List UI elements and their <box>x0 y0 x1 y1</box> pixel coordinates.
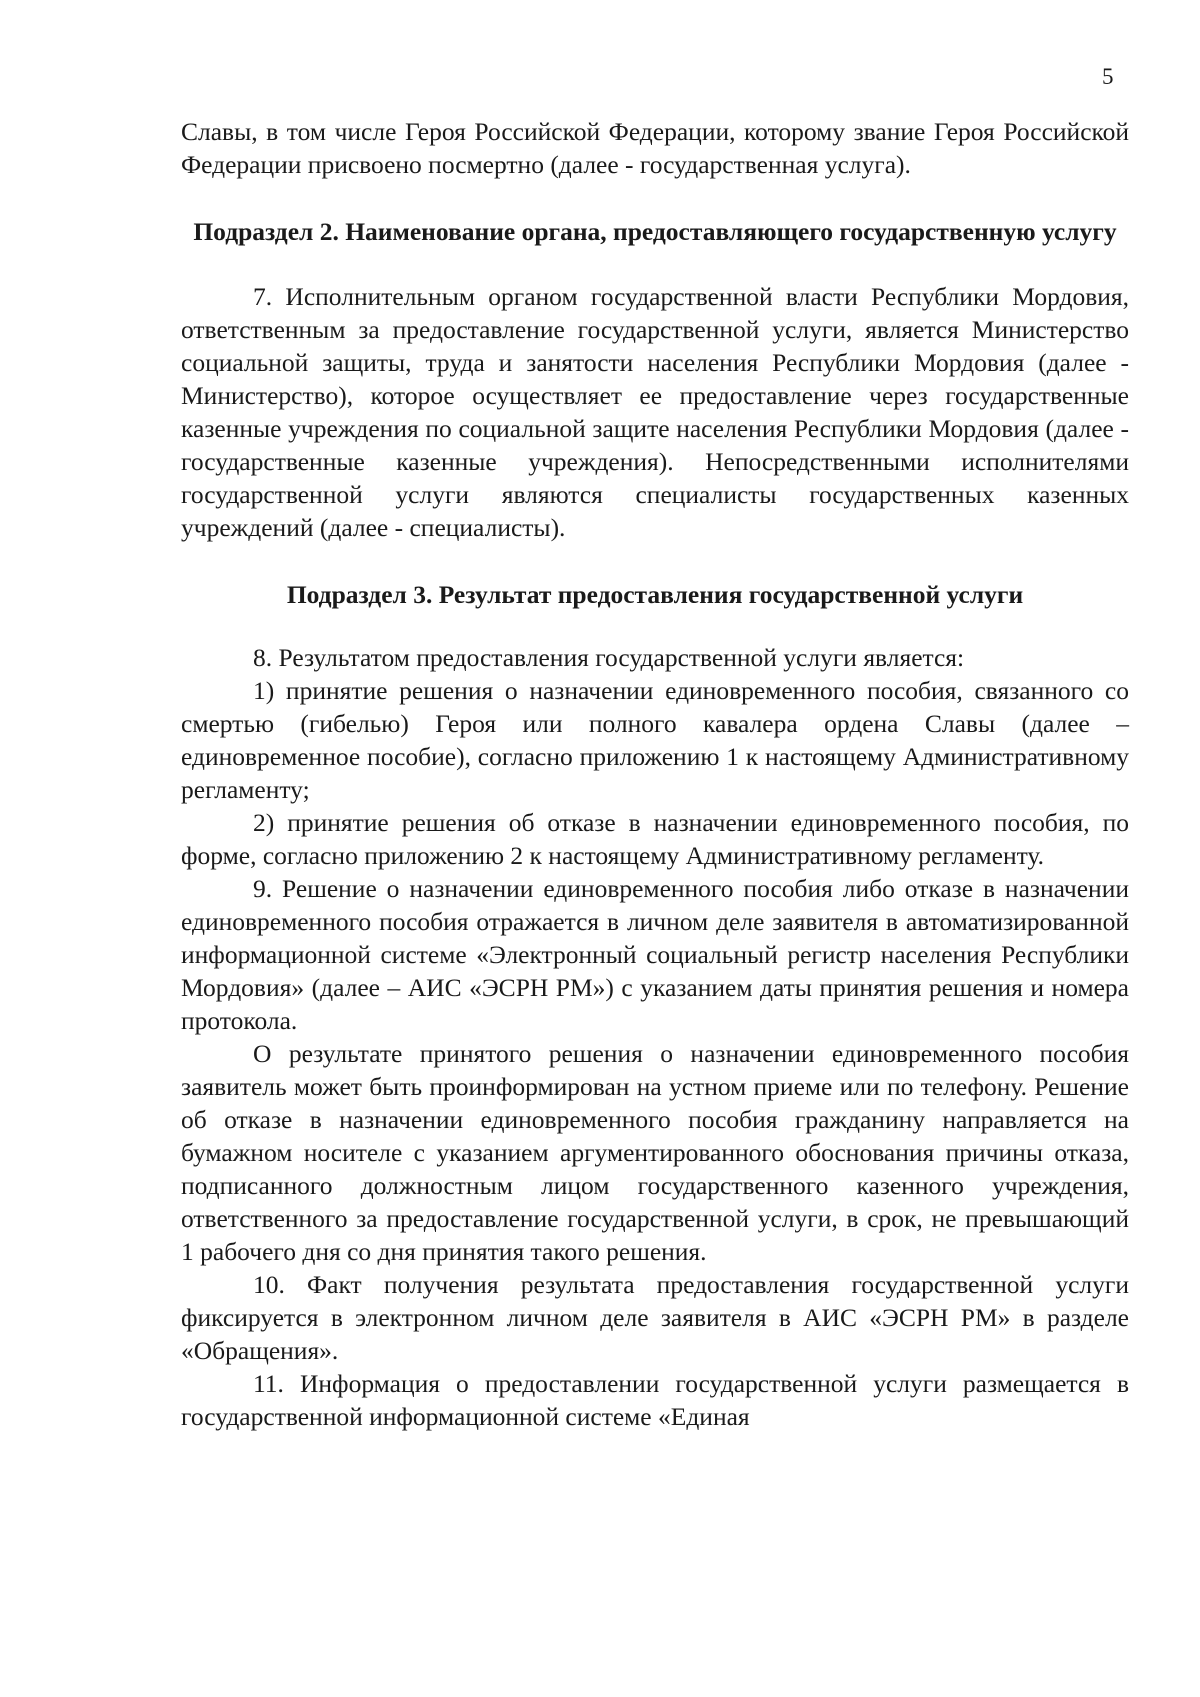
paragraph-8-item-2: 2) принятие решения об отказе в назначении единовременного пособия, по форме, согласно приложению 2 к настоящему Административному регламенту. <box>181 808 1129 870</box>
paragraph-8-item-1: 1) принятие решения о назначении единовременного пособия, связанного со смертью (гибелью) Героя или полного кавалера ордена Славы (далее – единовременное пособие), согласно приложению 1 к настоящему Административному регламенту; <box>181 676 1129 804</box>
paragraph-9: 9. Решение о назначении единовременного пособия либо отказе в назначении единовременного пособия отражается в личном деле заявителя в автоматизированной информационной системе «Электронный социальный регистр населения Республики Мордовия» (далее – АИС «ЭСРН РМ») с указанием даты принятия решения и номера протокола. <box>181 874 1129 1035</box>
subsection-3-heading: Подраздел 3. Результат предоставления государственной услуги <box>286 580 1024 609</box>
paragraph-9-result-info: О результате принятого решения о назначении единовременного пособия заявитель может быть проинформирован на устном приеме или по телефону. Решение об отказе в назначении единовременного пособия гражданину направляется на бумажном носителе с указанием аргументированного обоснования причины отказа, подписанного должностным лицом государственного казенного учреждения, ответственного за предоставление государственной услуги, в срок, не превышающий 1 рабочего дня со дня принятия такого решения. <box>181 1039 1129 1266</box>
page-number: 5 <box>1102 64 1114 89</box>
paragraph-10: 10. Факт получения результата предоставления государственной услуги фиксируется в электронном личном деле заявителя в АИС «ЭСРН РМ» в разделе «Обращения». <box>181 1270 1129 1365</box>
subsection-2-heading: Подраздел 2. Наименование органа, предоставляющего государственную услугу <box>193 217 1117 246</box>
paragraph-7: 7. Исполнительным органом государственной власти Республики Мордовия, ответственным за предоставление государственной услуги, является Министерство социальной защиты, труда и занятости населения Республики Мордовия (далее - Министерство), которое осуществляет ее предоставление через государственные казенные учреждения по социальной защите населения Республики Мордовия (далее - государственные казенные учреждения). Непосредственными исполнителями государственной услуги являются специалисты государственных казенных учреждений (далее - специалисты). <box>181 282 1129 542</box>
paragraph-8: 8. Результатом предоставления государственной услуги является: <box>253 643 965 672</box>
paragraph-11: 11. Информация о предоставлении государственной услуги размещается в государственной информационной системе «Единая <box>181 1369 1129 1431</box>
intro-paragraph: Славы, в том числе Героя Российской Федерации, которому звание Героя Российской Федерации присвоено посмертно (далее - государственная услуга). <box>181 117 1129 179</box>
document-body <box>181 115 1129 1433</box>
